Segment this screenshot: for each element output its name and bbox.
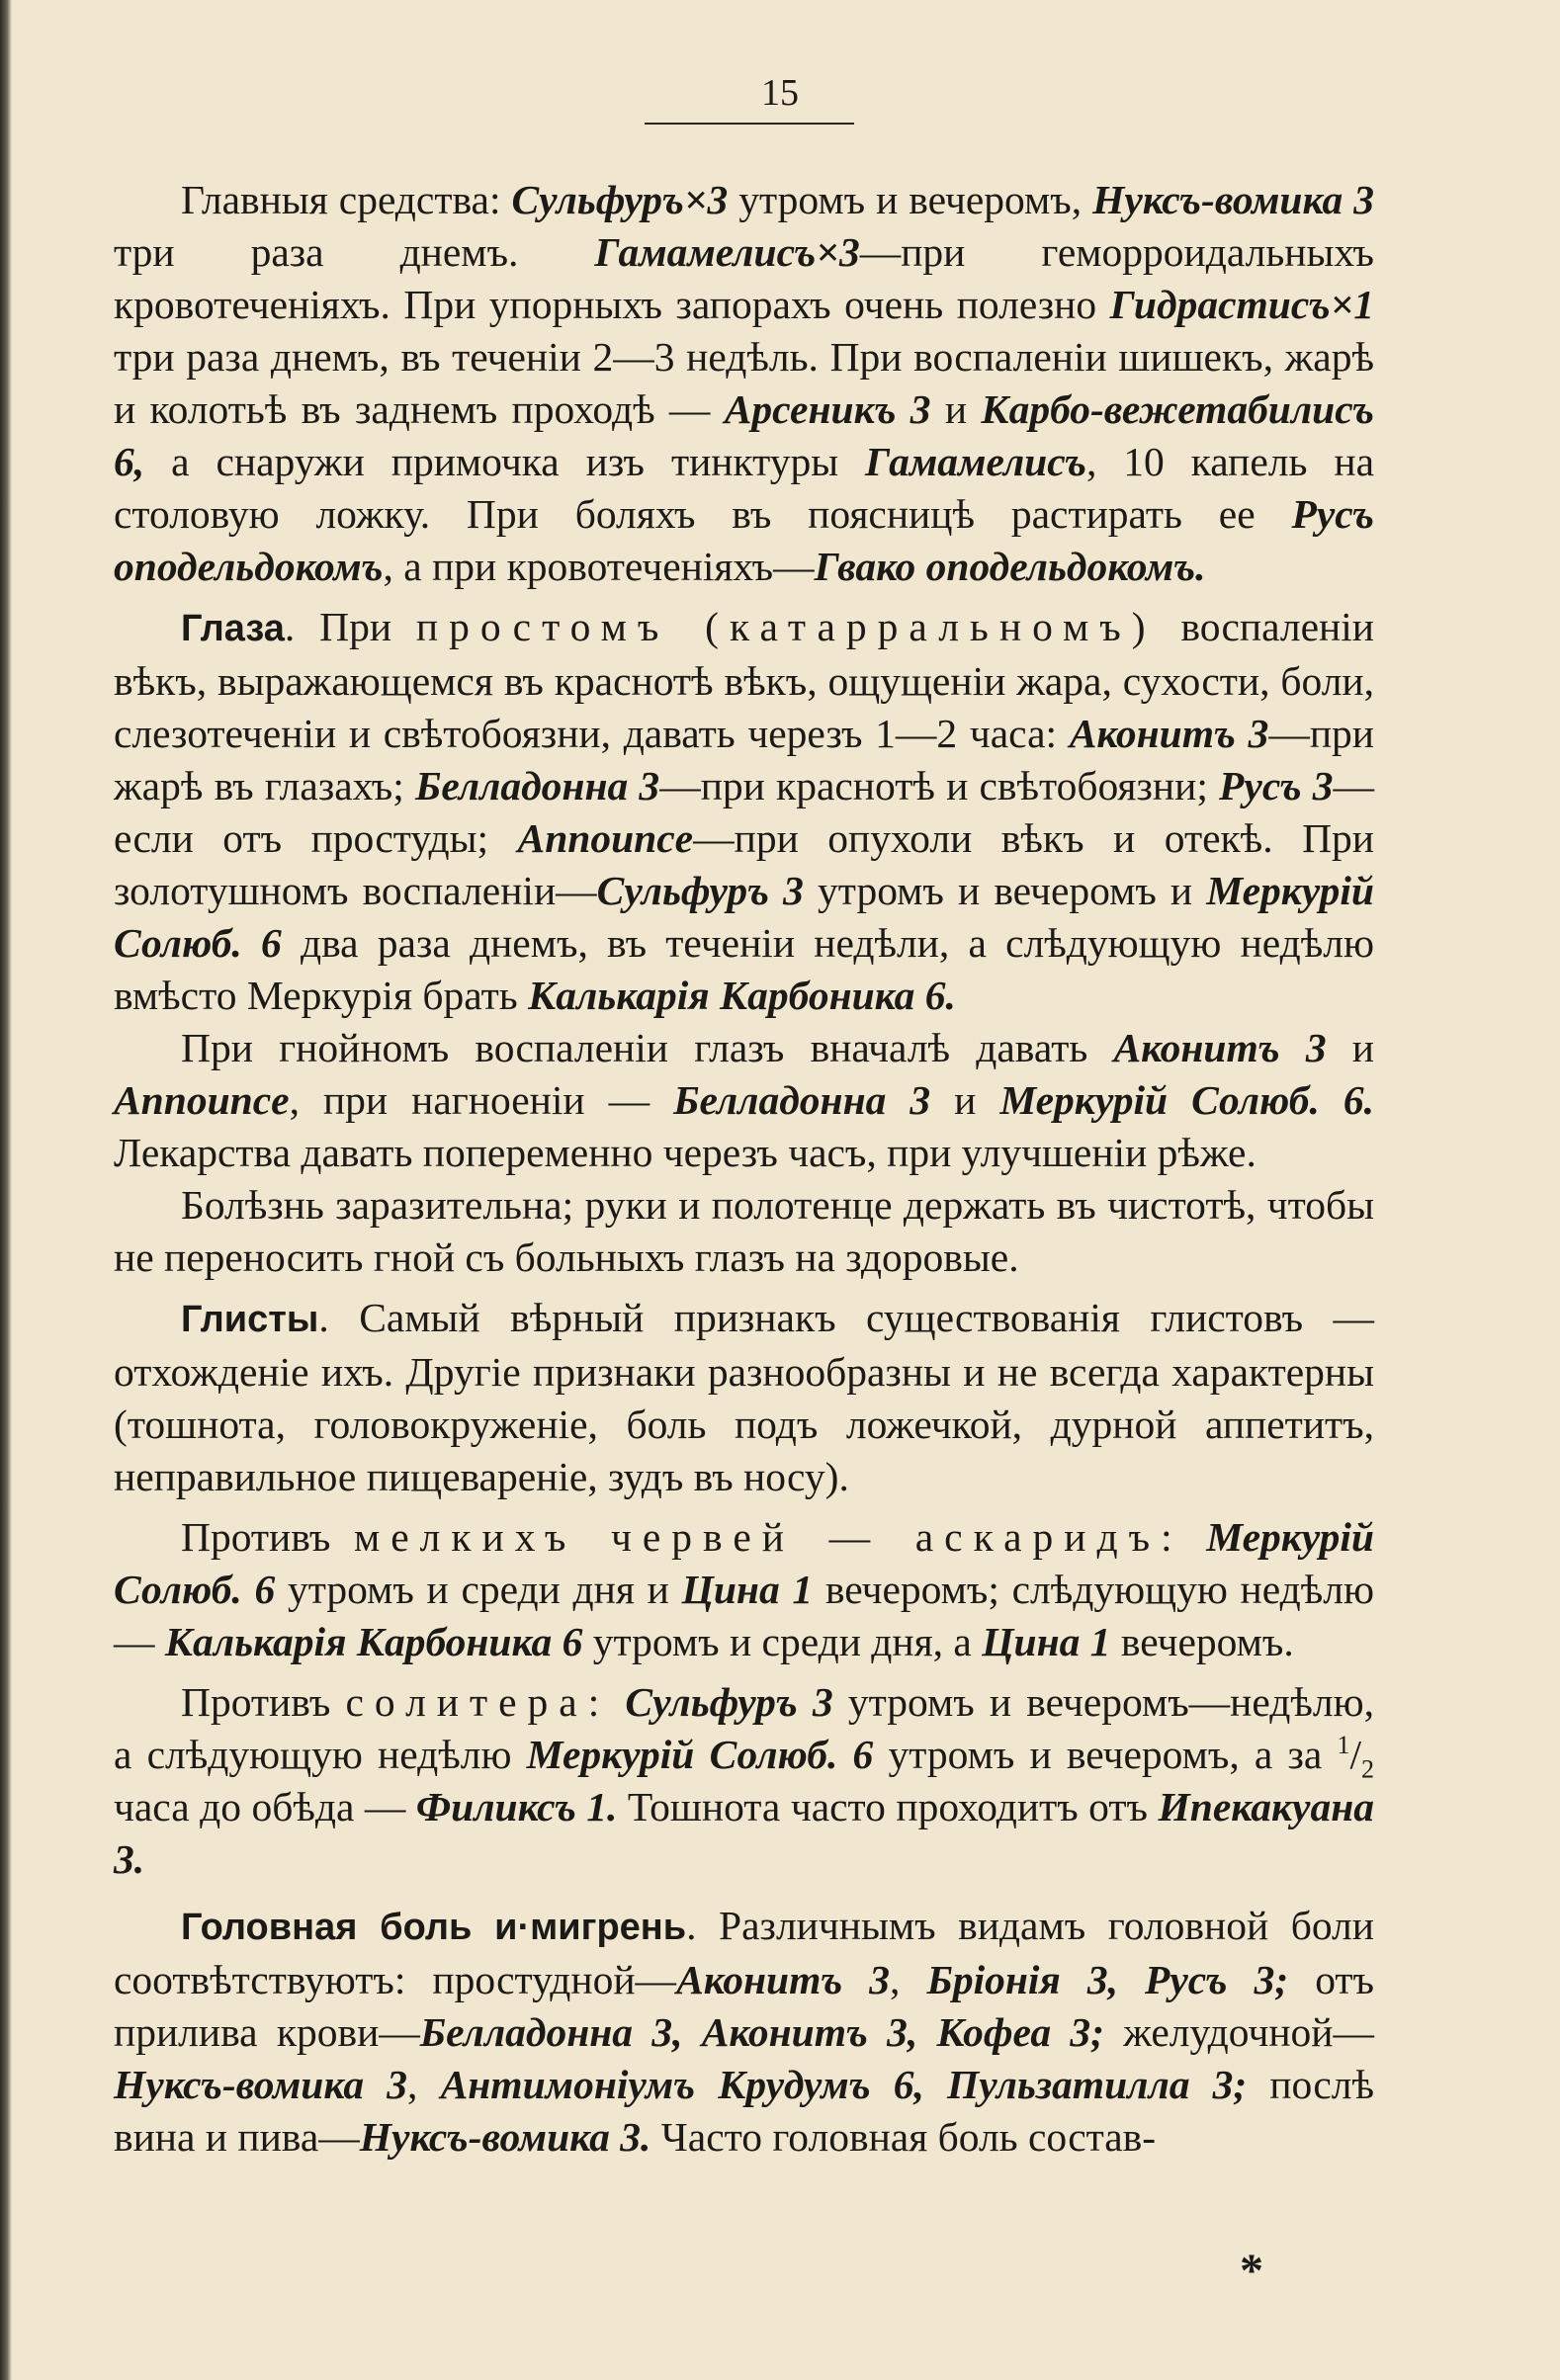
remedy-name: Нуксъ-вомика 3 (114, 2062, 408, 2107)
text-run: желудочной— (1104, 2009, 1374, 2055)
remedy-name: Announce (114, 1077, 290, 1123)
text-run: а снаружи примочка изъ тинктуры (144, 439, 866, 484)
text-run: —при жарѣ въ глазахъ; (114, 711, 1374, 808)
remedy-name: Арсеникъ 3 (724, 386, 931, 432)
remedy-name: Карбо-вежетабилисъ 6, (114, 386, 1374, 484)
text-run: 1 (1337, 1731, 1350, 1760)
text-run: , (407, 2062, 441, 2107)
paragraph-eyes (114, 601, 1374, 1022)
remedy-name: Меркурій Солюб. 6. (999, 1077, 1375, 1123)
remedy-name: Русъ оподельдокомъ (114, 491, 1374, 589)
spaced-emphasis: простомъ (катарральномъ) (415, 604, 1157, 649)
body-text (114, 174, 1374, 2164)
remedy-name: Белладонна 3 (673, 1077, 931, 1123)
text-run: два раза днемъ, въ теченіи недѣли, а слѣдующую недѣлю вмѣсто Меркурія брать (114, 920, 1375, 1018)
text-run: —если отъ простуды; (114, 763, 1374, 861)
text-run: / (1349, 1732, 1362, 1777)
remedy-name: Цина 1 (681, 1567, 814, 1612)
text-run: часа до обѣда — (114, 1784, 416, 1829)
text-run: воспаленіи вѣкъ, выражающемся въ краснотѣ вѣкъ, ощущеніи жара, сухости, боли, слезотеченіи и свѣтобоязни, давать черезъ 1—2 часа: (114, 604, 1374, 756)
text-run: три раза днемъ, въ теченіи 2—3 недѣль. При воспаленіи шишекъ, жарѣ и колотьѣ въ заднемъ проходѣ — (114, 334, 1374, 432)
remedy-name: Калькарія Карбоника 6 (164, 1619, 583, 1664)
spaced-emphasis: мелкихъ червей — аскаридъ: (353, 1514, 1183, 1560)
header-rule (645, 123, 854, 125)
signature-mark: * (1240, 2245, 1263, 2297)
remedy-name: Аконитъ 3 (676, 1957, 891, 2002)
text-run (610, 1679, 625, 1725)
remedy-name: Ипекакуана 3. (114, 1784, 1374, 1882)
text-run: , а при кровотеченіяхъ— (383, 544, 815, 589)
remedy-name: Гидрастисъ×1 (1109, 282, 1374, 327)
text-run: утромъ и вечеромъ и (803, 868, 1207, 913)
text-run: , (890, 1957, 927, 2002)
text-run: утромъ и вечеромъ, (728, 177, 1093, 222)
page-number: 15 (761, 72, 799, 114)
remedy-name: Филиксъ 1. (415, 1784, 618, 1829)
paragraph-ascarids (114, 1511, 1374, 1668)
paragraph-tapeworm (114, 1676, 1374, 1886)
section-heading: Глаза (181, 608, 285, 649)
text-run: и (930, 1077, 1000, 1123)
text-run: вечеромъ. (1110, 1619, 1294, 1664)
remedy-name: Announce (517, 815, 694, 861)
text-run: Противъ (181, 1679, 346, 1725)
text-run: вечеромъ; слѣдующую недѣлю — (114, 1567, 1374, 1664)
text-run: отъ прилива крови— (114, 1957, 1375, 2055)
remedy-name: Нуксъ-вомика 3. (359, 2114, 651, 2160)
page-left-edge-shadow (0, 0, 12, 2380)
remedy-name: Бріонія 3, Русъ 3; (926, 1957, 1289, 2002)
remedy-name: Белладонна 3 (414, 763, 660, 808)
text-run: При гнойномъ воспаленіи глазъ вначалѣ давать (181, 1025, 1114, 1070)
text-run: Лекарства давать попеременно черезъ часъ, при улучшеніи рѣже. (114, 1130, 1257, 1175)
text-run: —при геморроидальныхъ кровотеченіяхъ. При упорныхъ запорахъ очень полезно (114, 229, 1374, 327)
remedy-name: Аконитъ 3 (1113, 1025, 1327, 1070)
remedy-name: Меркурій Солюб. 6 (526, 1732, 874, 1777)
text-run: . При (284, 604, 416, 649)
text-run: три раза днемъ. (114, 229, 595, 275)
text-run: —при опухоли вѣкъ и отекѣ. При золотушномъ воспаленіи— (114, 815, 1374, 913)
remedy-name: Белладонна 3, Аконитъ 3, Кофеа 3; (419, 2009, 1104, 2055)
remedy-name: Сульфуръ×3 (511, 177, 729, 222)
remedy-name: Цина 1 (982, 1619, 1111, 1664)
remedy-name: Калькарія Карбоника 6. (528, 973, 956, 1018)
remedy-name: Меркурій Солюб. 6 (114, 1514, 1374, 1612)
text-run (1183, 1514, 1207, 1560)
text-run: и (930, 386, 982, 432)
text-run: 2 (1361, 1754, 1375, 1784)
page-header (0, 71, 1560, 115)
section-heading: Головная боль и·мигрень (181, 1907, 687, 1948)
remedy-name: Антимоніумъ Крудумъ 6, Пульзатилла 3; (440, 2062, 1248, 2107)
section-heading: Глисты (181, 1299, 319, 1340)
remedy-name: Гамамелисъ (865, 439, 1086, 484)
spaced-emphasis: солитера: (345, 1679, 611, 1725)
text-run: утромъ и среди дня, а (582, 1619, 983, 1664)
text-run: утромъ и среди дня и (275, 1567, 682, 1612)
paragraph-contagious (114, 1179, 1374, 1284)
paragraph-purulent-inflammation (114, 1022, 1374, 1179)
text-run: Часто головная боль состав- (650, 2114, 1157, 2160)
text-run: послѣ вина и пива— (114, 2062, 1375, 2160)
text-run: . Самый вѣрный признакъ существованія глистовъ — отхожденіе ихъ. Другіе признаки разнообразны и не всегда характерны (тошнота, головокруженіе, боль подъ ложечкой, дурной аппетитъ, неправильное пищевареніе, зудъ въ носу). (114, 1295, 1374, 1499)
paragraph-headache-migraine (114, 1900, 1374, 2164)
text-run: . Различнымъ видамъ головной боли соотвѣтствуютъ: простудной— (114, 1903, 1374, 2002)
text-run: , при нагноеніи — (289, 1077, 674, 1123)
remedy-name: Гамамелисъ×3 (594, 229, 860, 275)
text-run: , 10 капель на столовую ложку. При боляхъ въ поясницѣ растирать ее (114, 439, 1374, 537)
remedy-name: Аконитъ 3 (1069, 711, 1269, 756)
text-run: утромъ и вечеромъ—недѣлю, а слѣдующую недѣлю (114, 1679, 1374, 1777)
text-run: Тошнота часто проходитъ отъ (617, 1784, 1159, 1829)
remedy-name: Русъ 3 (1219, 763, 1334, 808)
text-run: —при краснотѣ и свѣтобоязни; (659, 763, 1220, 808)
paragraph-hemorrhoids (114, 174, 1374, 593)
remedy-name: Гвако оподельдокомъ. (814, 544, 1206, 589)
remedy-name: Сульфуръ 3 (596, 868, 804, 913)
remedy-name: Сульфуръ 3 (625, 1679, 833, 1725)
text-run: и (1326, 1025, 1374, 1070)
remedy-name: Меркурій Солюб. 6 (114, 868, 1374, 966)
text-run: Болѣзнь заразительна; руки и полотенце держать въ чистотѣ, чтобы не переносить гной съ больныхъ глазъ на здоровые. (114, 1182, 1374, 1280)
text-run: утромъ и вечеромъ, а за (873, 1732, 1338, 1777)
text-run: Главныя средства: (181, 177, 512, 222)
remedy-name: Нуксъ-вомика 3 (1092, 177, 1374, 222)
paragraph-worms (114, 1292, 1374, 1503)
text-run: Противъ (181, 1514, 354, 1560)
